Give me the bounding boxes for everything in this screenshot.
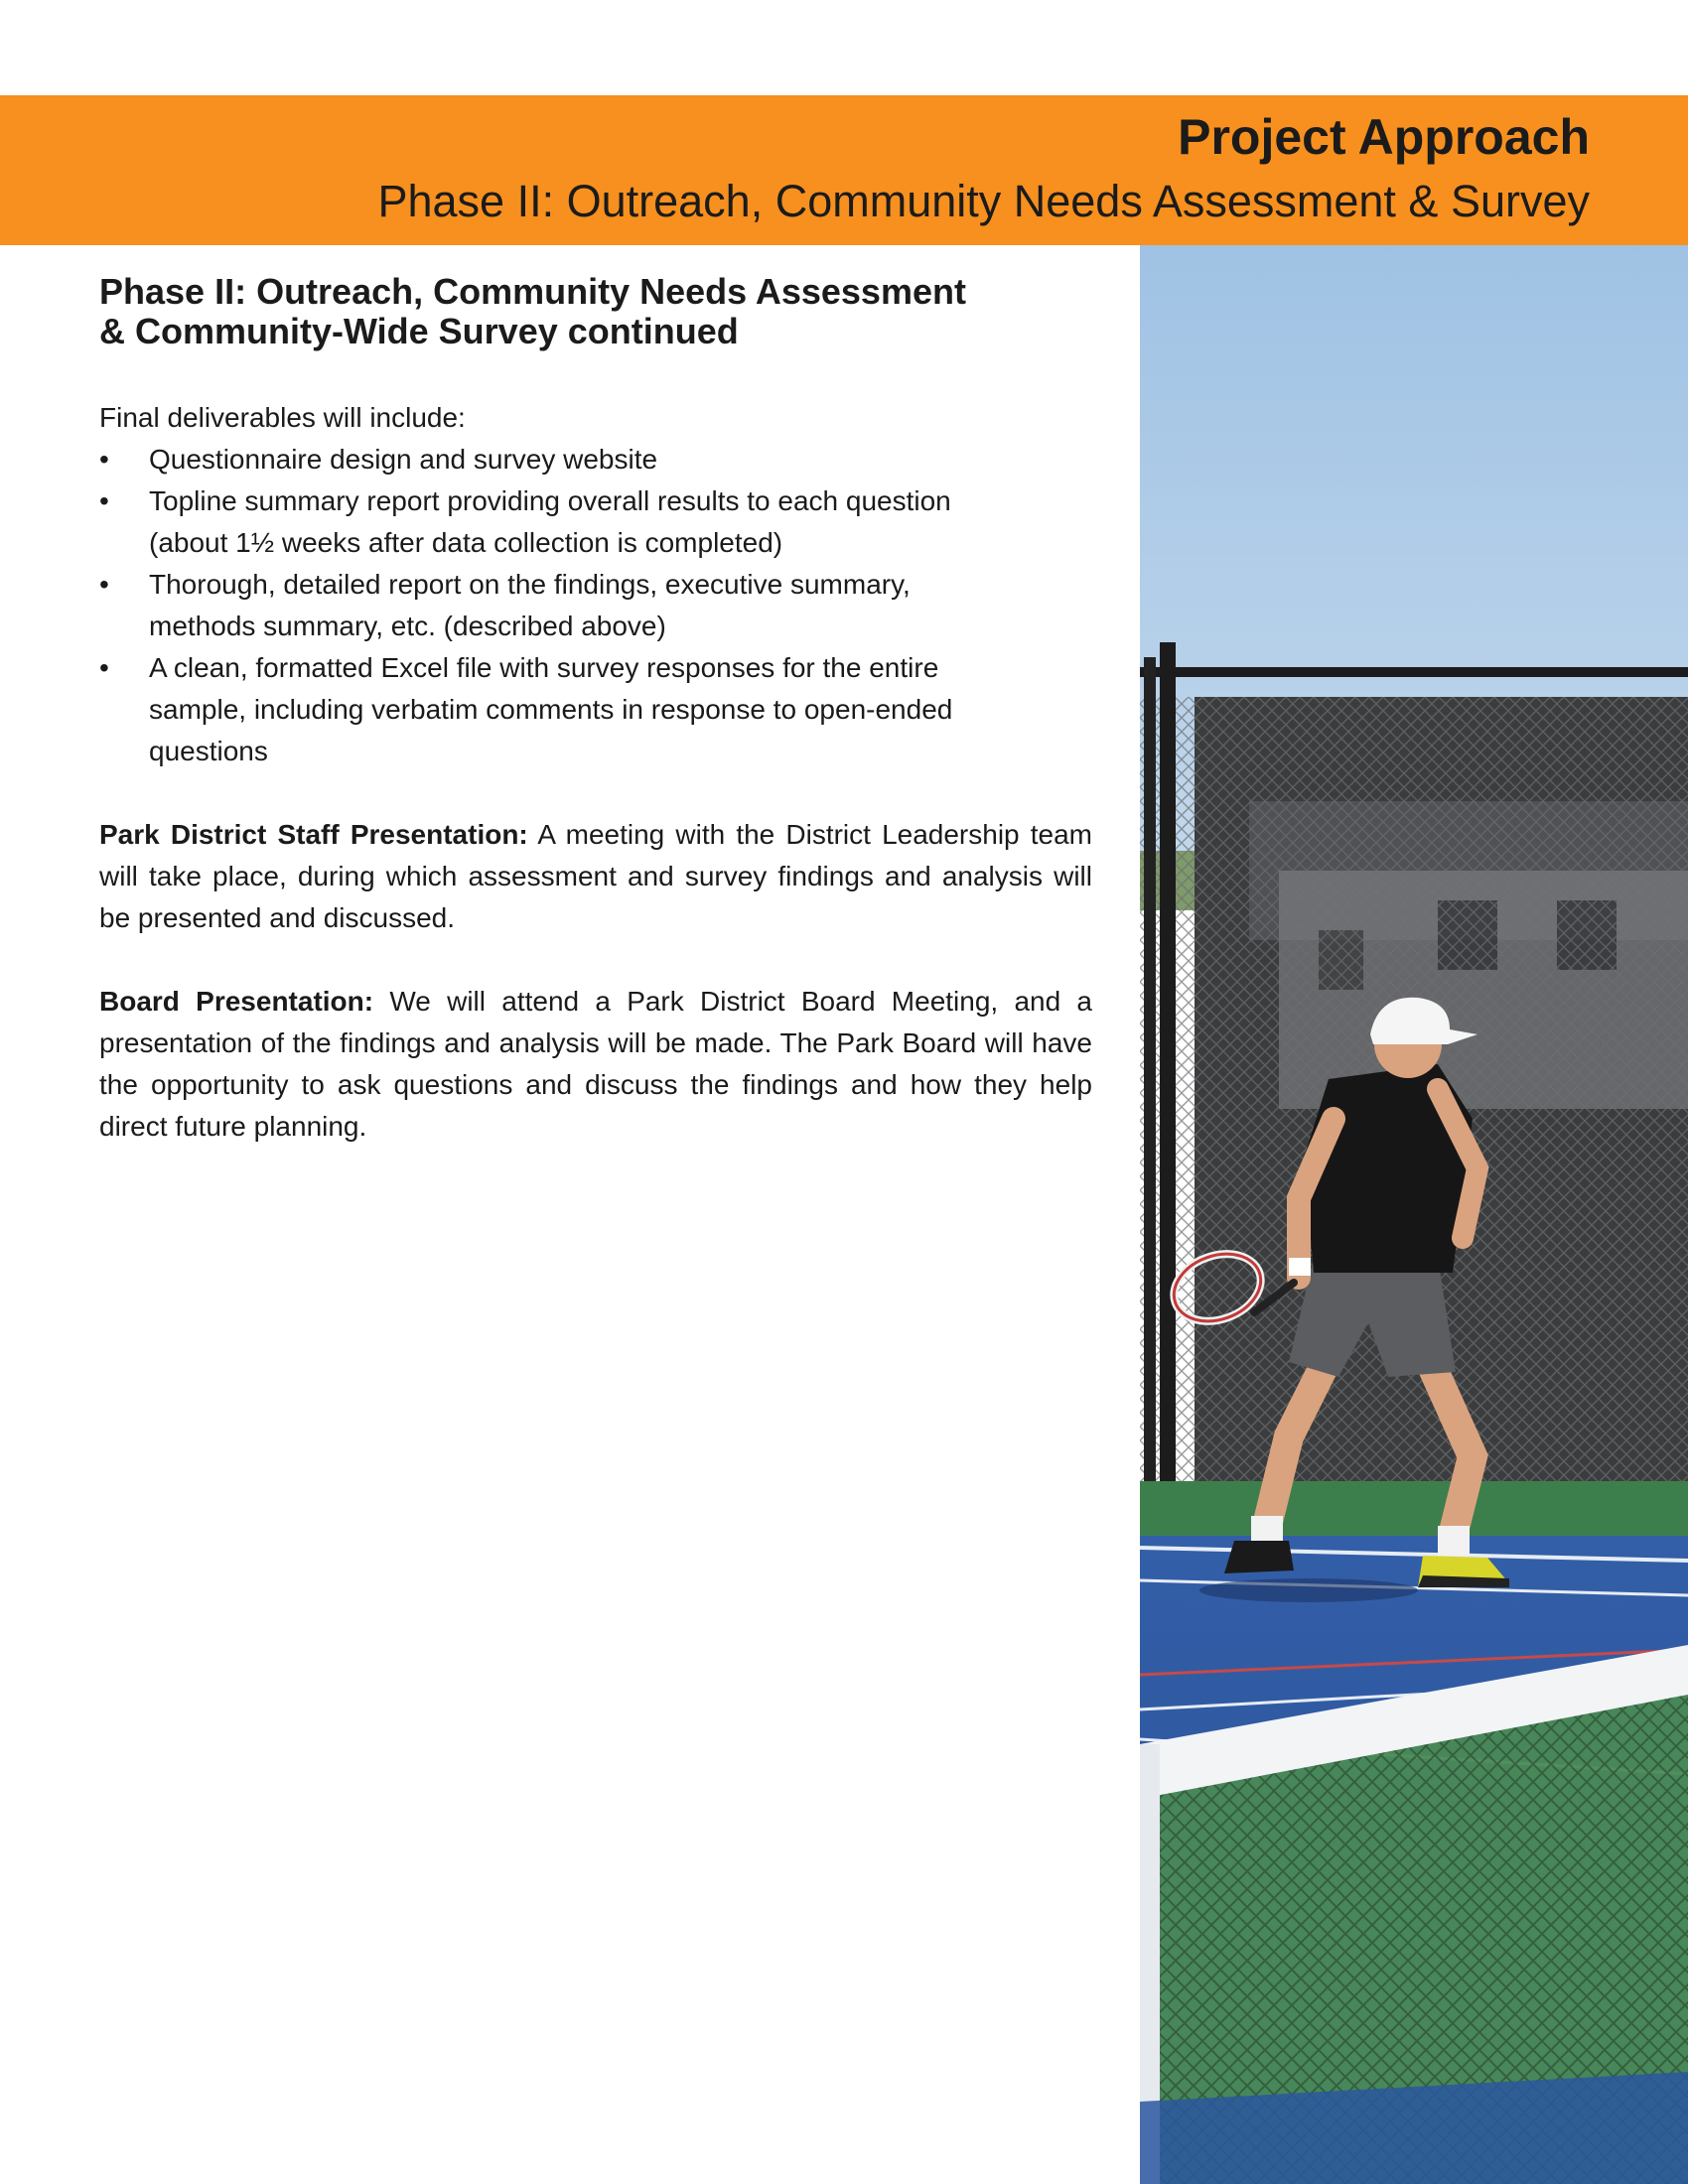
list-item [99, 480, 1092, 564]
list-item-text: sample, including verbatim comments in response to open-ended [149, 694, 953, 725]
list-item-text: Thorough, detailed report on the findings, executive summary, [149, 569, 911, 600]
deliverables-intro: Final deliverables will include: [99, 402, 466, 433]
board-presentation-label: Board Presentation: [99, 986, 374, 1017]
tennis-player-photo [1140, 245, 1688, 2184]
main-content [99, 272, 1092, 1148]
staff-presentation-paragraph [99, 814, 1092, 939]
list-item [99, 647, 1092, 772]
list-item-text: methods summary, etc. (described above) [149, 611, 666, 641]
board-presentation-paragraph [99, 981, 1092, 1148]
list-item-text: Topline summary report providing overall results to each question [149, 485, 951, 516]
list-item-text: Questionnaire design and survey website [149, 444, 658, 475]
bullet-icon: • [99, 569, 109, 600]
section-heading [99, 272, 1092, 351]
bullet-icon: • [99, 444, 109, 475]
section-heading-line1: Phase II: Outreach, Community Needs Assessment [99, 271, 966, 312]
staff-presentation-label: Park District Staff Presentation: [99, 819, 528, 850]
page-title: Project Approach [1178, 109, 1590, 165]
board-presentation-text: We will attend a Park District Board Meeting, and a presentation of the findings and analysis will be made. The Park Board will have the opportunity to ask questions and discuss the findings and how they help direct future planning. [99, 986, 1093, 1142]
list-item-text: (about 1½ weeks after data collection is completed) [149, 527, 783, 558]
bullet-icon: • [99, 652, 109, 683]
list-item-text: questions [149, 736, 268, 766]
list-item [99, 439, 1092, 480]
header-banner [0, 95, 1688, 245]
section-heading-line2: & Community-Wide Survey continued [99, 311, 739, 351]
bullet-icon: • [99, 485, 109, 516]
list-item-text: A clean, formatted Excel file with survey responses for the entire [149, 652, 939, 683]
page-subtitle: Phase II: Outreach, Community Needs Assessment & Survey [377, 176, 1590, 226]
deliverables-list [99, 439, 1092, 772]
staff-presentation-text: A meeting with the District Leadership team will take place, during which assessment and survey findings and analysis will be presented and discussed. [99, 819, 1093, 933]
list-item [99, 564, 1092, 647]
